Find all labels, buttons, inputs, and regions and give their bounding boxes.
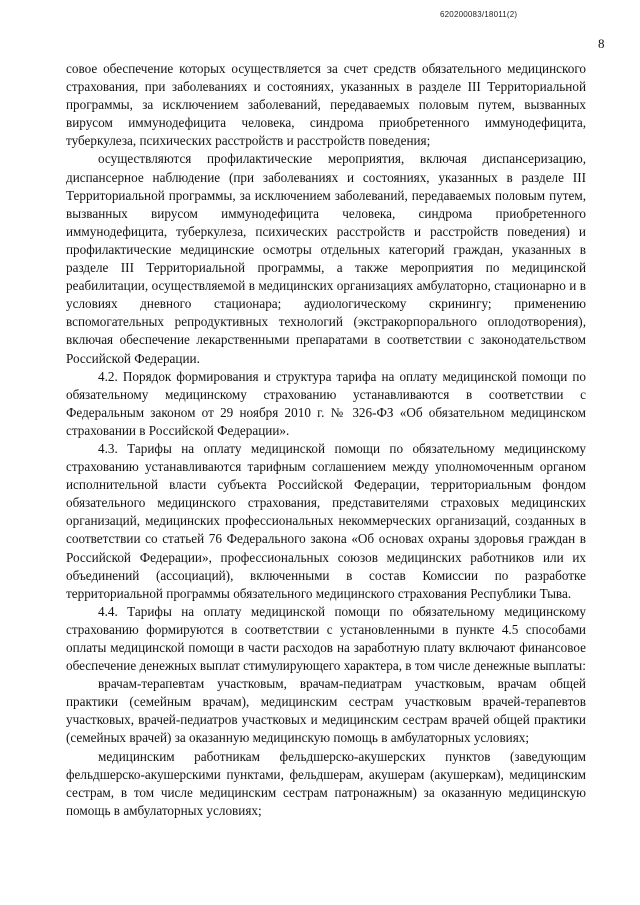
document-code: 620200083/18011(2) <box>440 10 518 19</box>
document-body <box>66 60 586 820</box>
page-number: 8 <box>598 36 605 51</box>
paragraph-4-4: 4.4. Тарифы на оплату медицинской помощи по обязательному медицинскому страхованию формируются в соответствии с установленными в пункте 4.5 способами оплаты медицинской помощи в части расходов на заработную плату включают финансовое обеспечение денежных выплат стимулирующего характера, в том числе денежные выплаты: <box>66 603 586 674</box>
paragraph-preventive-measures: осуществляются профилактические мероприятия, включая диспансеризацию, диспансерное наблюдение (при заболеваниях и состояниях, указанных в разделе III Территориальной программы, за исключением заболеваний, передаваемых половым путем, вызванных вирусом иммунодефицита человека, синдрома приобретенного иммунодефицита, туберкулеза, психических расстройств и расстройств поведения) и профилактические медицинские осмотры отдельных категорий граждан, указанных в разделе III Территориальной программы, а также мероприятия по медицинской реабилитации, осуществляемой в медицинских организациях амбулаторно, стационарно и в условиях дневного стационара; аудиологическому скринингу; применению вспомогательных репродуктивных технологий (экстракорпорального оплодотворения), включая обеспечение лекарственными препаратами в соответствии с законодательством Российской Федерации. <box>66 151 586 366</box>
paragraph-4-3: 4.3. Тарифы на оплату медицинской помощи по обязательному медицинскому страхованию устанавливаются тарифным соглашением между уполномоченным органом исполнительной власти субъекта Российской Федерации, территориальным фондом обязательного медицинского страхования, представителями страховых медицинских организаций, медицинских профессиональных некоммерческих организаций, созданных в соответствии со статьей 76 Федерального закона «Об основах охраны здоровья граждан в Российской Федерации», профессиональных союзов медицинских работников или их объединений (ассоциаций), включенными в состав Комиссии по разработке территориальной программы обязательного медицинского страхования Республики Тыва. <box>66 440 586 601</box>
paragraph-payments-fap: медицинским работникам фельдшерско-акушерских пунктов (заведующим фельдшерско-акушерскими пунктами, фельдшерам, акушерам (акушеркам), медицинским сестрам, в том числе медицинским сестрам патронажным) за оказанную медицинскую помощь в амбулаторных условиях; <box>66 748 586 818</box>
paragraph-4-2: 4.2. Порядок формирования и структура тарифа на оплату медицинской помощи по обязательному медицинскому страхованию устанавливаются в соответствии с Федеральным законом от 29 ноября 2010 г. № 326-ФЗ «Об обязательном медицинском страховании в Российской Федерации». <box>66 368 586 438</box>
paragraph-payments-doctors: врачам-терапевтам участковым, врачам-педиатрам участковым, врачам общей практики (семейным врачам), медицинским сестрам участковым врачей-терапевтов участковых, врачей-педиатров участковых и медицинским сестрам врачей общей практики (семейных врачей) за оказанную медицинскую помощь в амбулаторных условиях; <box>66 676 586 746</box>
paragraph-continuation: совое обеспечение которых осуществляется за счет средств обязательного медицинского страхования, при заболеваниях и состояниях, указанных в разделе III Территориальной программы, за исключением заболеваний, передаваемых половым путем, вызванных вирусом иммунодефицита человека, синдрома приобретенного иммунодефицита, туберкулеза, психических расстройств и расстройств поведения; <box>66 61 586 149</box>
